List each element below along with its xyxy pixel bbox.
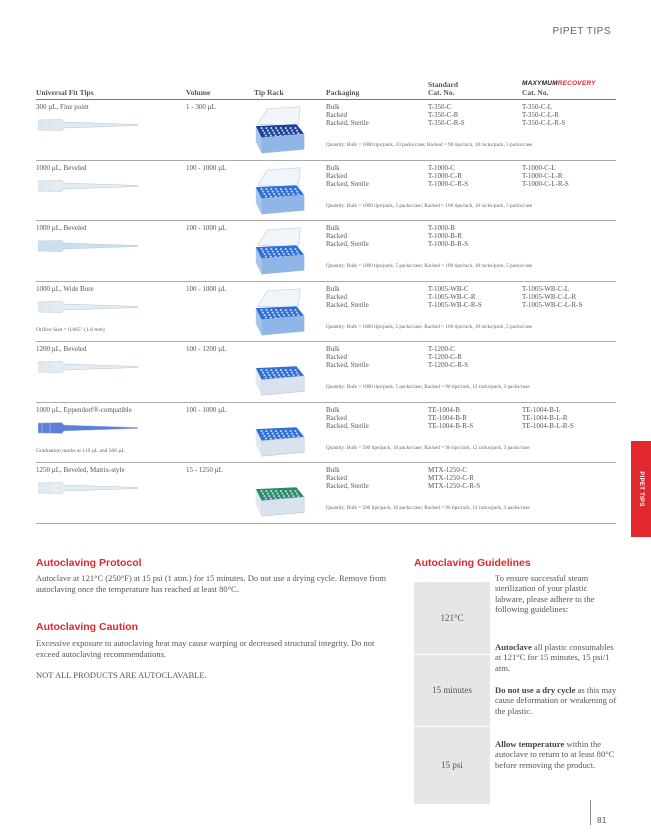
tip-name: 1200 µL, Beveled <box>36 345 87 353</box>
page-number: 81 <box>597 815 607 825</box>
guide-item-2: Do not use a dry cycle as this may cause deformation or weakening of the plastic. <box>495 685 617 716</box>
pipet-tip-image <box>38 179 138 193</box>
max-recovery-cat-no: T-1000-C-L-R-S <box>522 179 569 188</box>
packaging-list <box>326 466 426 490</box>
col-rack: Tip Rack <box>254 88 284 97</box>
packaging-item: Racked, Sterile <box>326 421 369 430</box>
tip-name: 1000 µL, Wide Bore <box>36 284 94 293</box>
standard-cat-no: T-1000-B-R-S <box>428 240 469 248</box>
packaging-item: Racked <box>326 292 347 301</box>
table-row <box>36 463 616 524</box>
packaging-item: Bulk <box>326 466 340 474</box>
tip-rack-image <box>250 104 308 156</box>
table-header <box>36 78 616 100</box>
side-tab-label: PIPET TIPS <box>638 471 644 507</box>
guide-box-pressure: 15 psi <box>414 726 490 804</box>
tip-volume: 100 - 1200 µL <box>186 345 227 353</box>
standard-cat-no: T-1005-WB-C-R <box>428 292 476 301</box>
table-row <box>36 403 616 464</box>
standard-cat-no: T-1000-C <box>428 163 455 172</box>
max-recovery-cat-no: T-1000-C-L-R <box>522 171 563 180</box>
tip-name: 1000 µL, Beveled <box>36 224 87 232</box>
max-recovery-cat-no: TE-1004-B-L-R <box>522 413 568 422</box>
tip-name: 1000 µL, Beveled <box>36 163 87 172</box>
table-body <box>36 100 616 524</box>
side-tab <box>631 441 651 537</box>
packaging-item: Racked <box>326 111 347 119</box>
standard-cat-list <box>428 285 523 309</box>
pipet-tip-image <box>38 300 138 314</box>
max-recovery-cat-list <box>522 406 618 430</box>
col-standard-line2: Cat. No. <box>428 88 455 97</box>
max-recovery-cat-no: T-1005-WB-C-L-R-S <box>522 300 583 309</box>
max-recovery-cat-list <box>522 164 618 188</box>
max-recovery-cat-list <box>522 285 618 309</box>
tip-volume: 100 - 1000 µL <box>186 163 227 172</box>
packaging-item: Bulk <box>326 405 340 414</box>
tip-rack-image <box>250 225 308 277</box>
packaging-list <box>326 285 426 309</box>
packaging-item: Racked <box>326 232 347 240</box>
tip-name: 300 µL, Fine point <box>36 103 89 111</box>
table-row <box>36 161 616 222</box>
max-recovery-cat-no: T-1005-WB-C-L <box>522 284 570 293</box>
table-row <box>36 282 616 343</box>
tip-rack-image <box>250 407 308 459</box>
packaging-item: Bulk <box>326 103 340 111</box>
caution-warning: NOT ALL PRODUCTS ARE AUTOCLAVABLE. <box>36 670 207 680</box>
tip-rack-image <box>250 165 308 217</box>
packaging-list <box>326 224 426 248</box>
guidelines-heading: Autoclaving Guidelines <box>414 557 531 569</box>
maxymum-recovery-logo: MAXYMUMRECOVERY <box>522 80 596 87</box>
caution-heading: Autoclaving Caution <box>36 621 139 633</box>
packaging-item: Bulk <box>326 345 340 353</box>
packaging-item: Racked, Sterile <box>326 361 369 369</box>
max-recovery-cat-no: T-350-C-L-R <box>522 111 560 119</box>
table-row <box>36 100 616 161</box>
tip-note: Orifice Size = 0.065" (1.6 mm) <box>36 326 105 333</box>
tip-rack-image <box>250 346 308 398</box>
tip-name: 1000 µL, Eppendorf®-compatible <box>36 405 132 414</box>
packaging-item: Racked, Sterile <box>326 482 369 490</box>
tip-rack-image <box>250 467 308 519</box>
standard-cat-list <box>428 103 523 127</box>
tip-volume: 100 - 1000 µL <box>186 224 227 232</box>
max-recovery-cat-no: TE-1004-B-L <box>522 405 561 414</box>
guide-box-temp: 121°C <box>414 582 490 654</box>
standard-cat-no: MTX-1250-C <box>428 466 467 474</box>
standard-cat-no: T-1000-B-R <box>428 232 462 240</box>
protocol-heading: Autoclaving Protocol <box>36 557 142 569</box>
protocol-text: Autoclave at 121°C (250°F) at 15 psi (1 atm.) for 15 minutes. Do not use a drying cycle. Remove from autoclaving once the temperature has reached at least 80°C. <box>36 573 387 594</box>
max-recovery-cat-list <box>522 103 618 127</box>
quantity-text: Quantity: Bulk = 500 tips/pack, 10 packs/case; Racked = 96 tips/rack, 12 racks/pack, 3 packs/case <box>326 505 530 511</box>
standard-cat-list <box>428 466 523 490</box>
guide-box-time: 15 minutes <box>414 654 490 726</box>
tip-name: 1250 µL, Beveled, Matrix-style <box>36 466 125 474</box>
standard-cat-list <box>428 224 523 248</box>
packaging-list <box>326 164 426 188</box>
tip-volume: 100 - 1000 µL <box>186 405 227 414</box>
pipet-tip-image <box>38 421 138 435</box>
guide-divider <box>414 654 490 655</box>
max-recovery-cat-no: T-350-C-L-R-S <box>522 119 566 127</box>
quantity-text: Quantity: Bulk = 1000 tips/pack, 5 packs/case; Racked = 100 tips/rack, 10 racks/pack, 5 packs/case <box>326 323 533 330</box>
standard-cat-no: TE-1004-B <box>428 405 460 414</box>
standard-cat-no: T-350-C <box>428 103 452 111</box>
pipet-tip-image <box>38 481 138 495</box>
tip-volume: 1 - 300 µL <box>186 103 216 111</box>
quantity-text: Quantity: Bulk = 1000 tips/pack, 10 packs/case; Racked = 96 tips/rack, 10 racks/pack, 5 packs/case <box>326 142 533 148</box>
caution-text: Excessive exposure to autoclaving heat may cause warping or decreased structural integrity. Do not exceed autoclaving recommendations. <box>36 638 375 659</box>
packaging-item: Racked <box>326 353 347 361</box>
packaging-item: Racked, Sterile <box>326 119 369 127</box>
product-table <box>36 78 616 524</box>
packaging-list <box>326 406 426 430</box>
packaging-item: Racked, Sterile <box>326 240 369 248</box>
pipet-tip-image <box>38 118 138 132</box>
guide-item-3: Allow temperature within the autoclave to return to at least 80°C before removing the product. <box>495 739 615 770</box>
guidelines-panel <box>414 573 617 804</box>
standard-cat-no: MTX-1250-C-R <box>428 474 474 482</box>
packaging-list <box>326 103 426 127</box>
packaging-list <box>326 345 426 369</box>
quantity-text: Quantity: Bulk = 500 tips/pack, 10 packs/case; Racked = 96 tips/rack, 12 racks/pack, 3 packs/case <box>326 444 530 451</box>
standard-cat-no: T-1200-C <box>428 345 455 353</box>
standard-cat-list <box>428 164 523 188</box>
quantity-text: Quantity: Bulk = 1000 tips/pack, 5 packs/case; Racked = 100 tips/rack, 10 racks/pack, 5 packs/case <box>326 202 533 209</box>
packaging-item: Bulk <box>326 224 340 232</box>
packaging-item: Racked <box>326 413 347 422</box>
col-volume: Volume <box>186 88 211 97</box>
standard-cat-no: T-1005-WB-C-R-S <box>428 300 482 309</box>
max-recovery-cat-no: T-350-C-L <box>522 103 553 111</box>
packaging-item: Racked, Sterile <box>326 300 369 309</box>
standard-cat-no: T-1005-WB-C <box>428 284 469 293</box>
packaging-item: Racked <box>326 171 347 180</box>
standard-cat-list <box>428 345 523 369</box>
packaging-item: Bulk <box>326 284 340 293</box>
packaging-item: Racked, Sterile <box>326 179 369 188</box>
col-max-line2: Cat. No. <box>522 88 549 97</box>
table-row <box>36 221 616 282</box>
guide-divider <box>414 726 490 727</box>
col-packaging: Packaging <box>326 88 360 97</box>
standard-cat-no: T-1000-B <box>428 224 455 232</box>
quantity-text: Quantity: Bulk = 1000 tips/pack, 5 packs/case; Racked = 96 tips/rack, 12 racks/pack, 3 packs/case <box>326 384 530 390</box>
guide-intro: To ensure successful steam sterilization of your plastic labware, please adhere to the following guidelines: <box>495 573 595 615</box>
packaging-item: Racked <box>326 474 347 482</box>
standard-cat-no: T-1000-C-R <box>428 171 462 180</box>
pipet-tip-image <box>38 360 138 374</box>
page-header-title: PIPET TIPS <box>552 26 611 37</box>
col-tips: Universal Fit Tips <box>36 88 94 97</box>
footer-rule <box>590 800 591 825</box>
pipet-tip-image <box>38 239 138 253</box>
max-recovery-cat-no: T-1000-C-L <box>522 163 556 172</box>
tip-volume: 15 - 1250 µL <box>186 466 223 474</box>
standard-cat-no: T-350-C-R <box>428 111 459 119</box>
tip-note: Graduation marks at 110 µL and 500 µL <box>36 447 125 454</box>
standard-cat-no: T-1200-C-R <box>428 353 462 361</box>
standard-cat-no: T-350-C-R-S <box>428 119 465 127</box>
max-recovery-cat-no: TE-1004-B-L-R-S <box>522 421 574 430</box>
tip-volume: 100 - 1000 µL <box>186 284 227 293</box>
standard-cat-no: T-1200-C-R-S <box>428 361 469 369</box>
max-recovery-cat-no: T-1005-WB-C-L-R <box>522 292 577 301</box>
standard-cat-no: TE-1004-B-R <box>428 413 467 422</box>
packaging-item: Bulk <box>326 163 340 172</box>
standard-cat-no: MTX-1250-C-R-S <box>428 482 481 490</box>
table-row <box>36 342 616 403</box>
col-standard-line1: Standard <box>428 80 459 89</box>
guide-item-1: Autoclave all plastic consumables at 121°C for 15 minutes, 15 psi/1 atm. <box>495 642 614 673</box>
standard-cat-no: T-1000-C-R-S <box>428 179 469 188</box>
standard-cat-list <box>428 406 523 430</box>
tip-rack-image <box>250 286 308 338</box>
standard-cat-no: TE-1004-B-R-S <box>428 421 474 430</box>
quantity-text: Quantity: Bulk = 1000 tips/pack, 5 packs/case; Racked = 100 tips/rack, 10 racks/pack, 5 packs/case <box>326 263 533 269</box>
